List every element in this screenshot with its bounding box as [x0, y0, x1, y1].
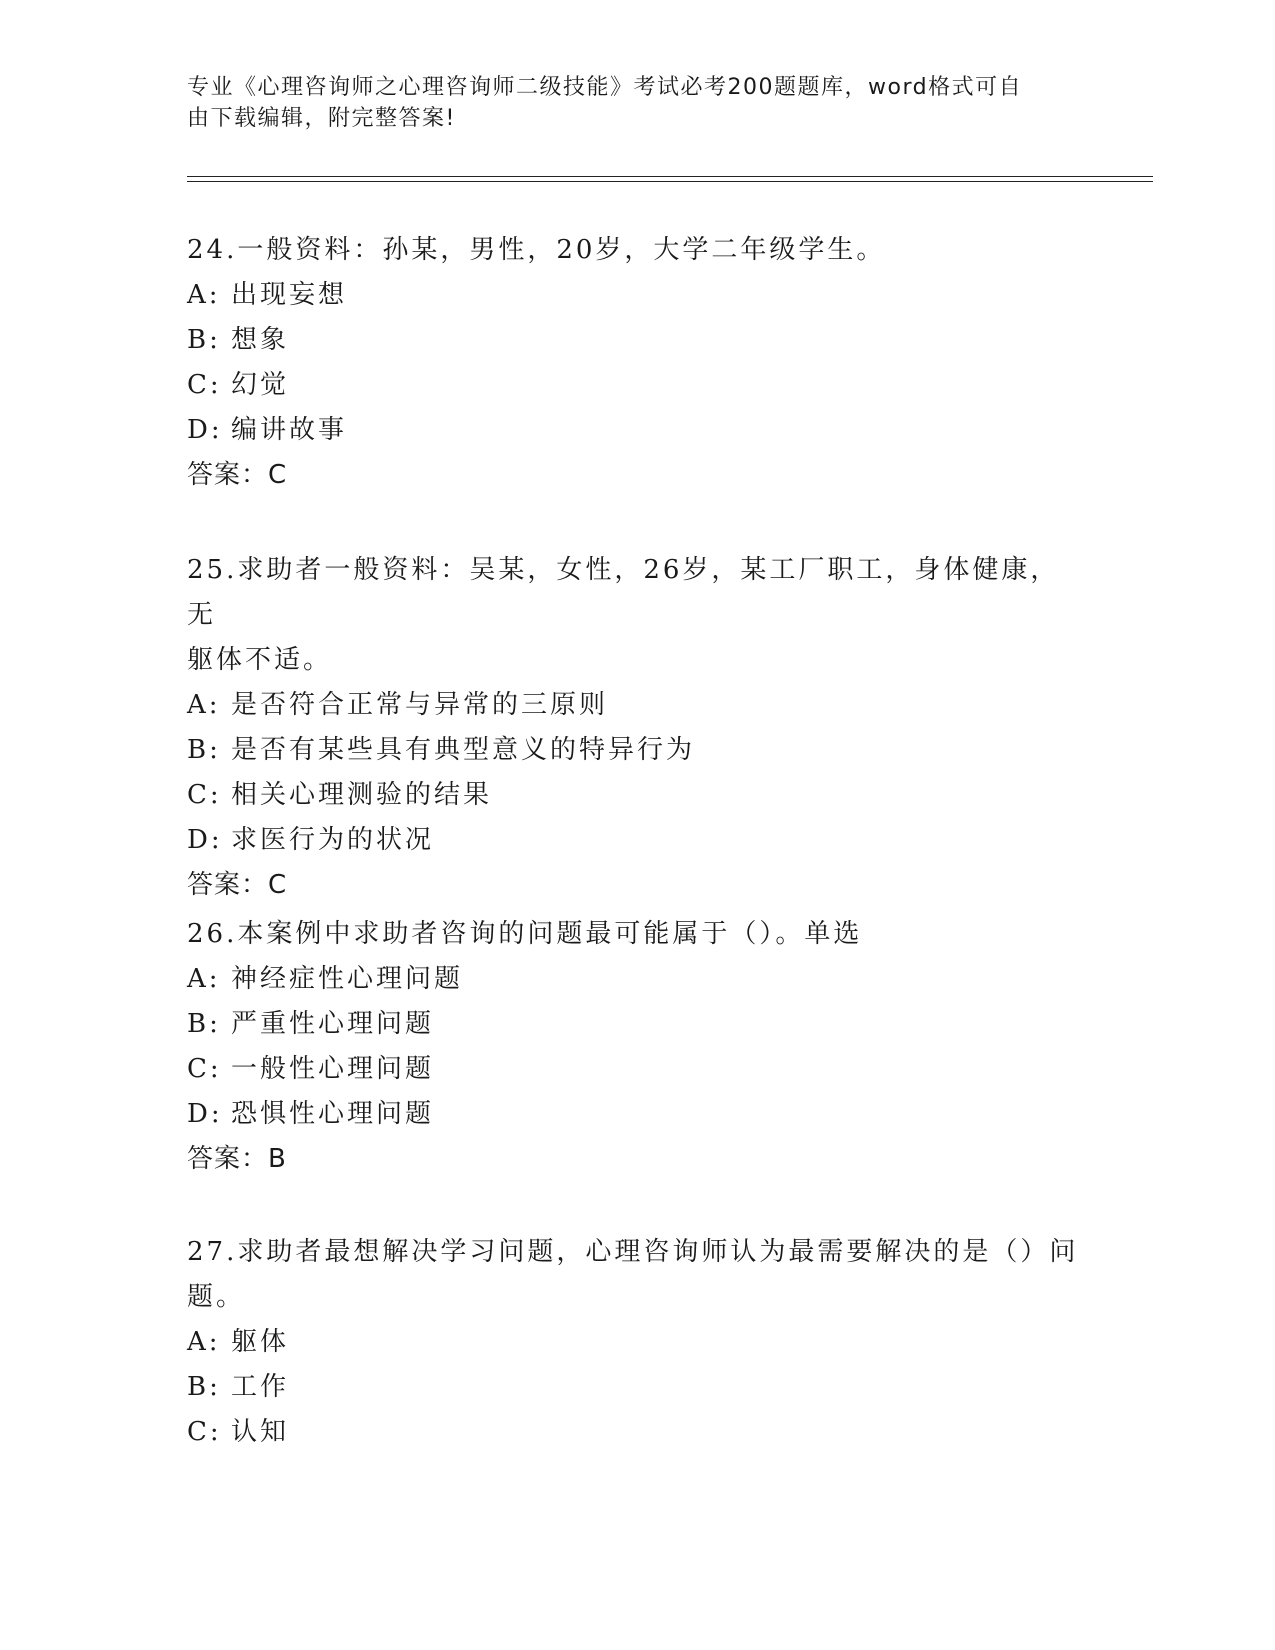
option-key: D:	[187, 415, 223, 445]
answer: 答案：B	[187, 1144, 287, 1174]
question-title-line-2: 题。	[187, 1282, 246, 1312]
option-text: 相关心理测验的结果	[231, 780, 493, 810]
option-key: D:	[187, 825, 223, 855]
option-text: 一般性心理问题	[231, 1054, 435, 1084]
answer: 答案：C	[187, 460, 288, 490]
option-text: 编讲故事	[231, 415, 348, 445]
question-26	[187, 912, 1087, 1182]
option-c	[187, 1410, 1087, 1455]
option-key: C:	[187, 1417, 222, 1447]
option-text: 是否符合正常与异常的三原则	[231, 690, 609, 720]
option-text: 幻觉	[231, 370, 290, 400]
option-text: 严重性心理问题	[231, 1009, 435, 1039]
option-text: 认知	[231, 1417, 290, 1447]
question-25	[187, 548, 1087, 908]
option-d	[187, 1092, 1087, 1137]
option-text: 想象	[231, 325, 290, 355]
question-24	[187, 228, 1087, 498]
option-key: A:	[187, 690, 221, 720]
option-key: D:	[187, 1099, 223, 1129]
option-a	[187, 1320, 1087, 1365]
question-27	[187, 1230, 1087, 1455]
option-b	[187, 1365, 1087, 1410]
option-text: 工作	[231, 1372, 290, 1402]
option-a	[187, 683, 1087, 728]
option-b	[187, 318, 1087, 363]
option-text: 恐惧性心理问题	[231, 1099, 435, 1129]
option-c	[187, 363, 1087, 408]
header-divider-bottom	[187, 181, 1153, 182]
question-title-line-1: 27.求助者最想解决学习问题，心理咨询师认为最需要解决的是（）问	[187, 1237, 1079, 1267]
option-key: B:	[187, 735, 221, 765]
option-key: A:	[187, 964, 221, 994]
header-divider-top	[187, 176, 1153, 177]
option-b	[187, 728, 1087, 773]
option-text: 神经症性心理问题	[231, 964, 464, 994]
option-key: B:	[187, 1009, 221, 1039]
question-title-line-2: 躯体不适。	[187, 645, 333, 675]
option-text: 出现妄想	[231, 280, 348, 310]
option-key: C:	[187, 780, 222, 810]
option-text: 是否有某些具有典型意义的特异行为	[231, 735, 696, 765]
option-d	[187, 818, 1087, 863]
question-title: 24.一般资料：孙某，男性，20岁，大学二年级学生。	[187, 235, 886, 265]
option-text: 求医行为的状况	[231, 825, 435, 855]
option-key: C:	[187, 370, 222, 400]
option-a	[187, 273, 1087, 318]
option-key: C:	[187, 1054, 222, 1084]
option-c	[187, 773, 1087, 818]
option-d	[187, 408, 1087, 453]
document-header	[187, 72, 1067, 134]
option-b	[187, 1002, 1087, 1047]
option-a	[187, 957, 1087, 1002]
header-line-1: 专业《心理咨询师之心理咨询师二级技能》考试必考200题题库，word格式可自	[187, 75, 1023, 100]
header-line-2: 由下载编辑，附完整答案!	[187, 106, 456, 131]
question-title-line-1: 25.求助者一般资料：吴某，女性，26岁，某工厂职工，身体健康，无	[187, 555, 1060, 630]
option-text: 躯体	[231, 1327, 290, 1357]
option-key: B:	[187, 325, 221, 355]
option-key: B:	[187, 1372, 221, 1402]
option-key: A:	[187, 280, 221, 310]
option-key: A:	[187, 1327, 221, 1357]
answer: 答案：C	[187, 870, 288, 900]
question-title: 26.本案例中求助者咨询的问题最可能属于（）。单选	[187, 919, 863, 949]
option-c	[187, 1047, 1087, 1092]
